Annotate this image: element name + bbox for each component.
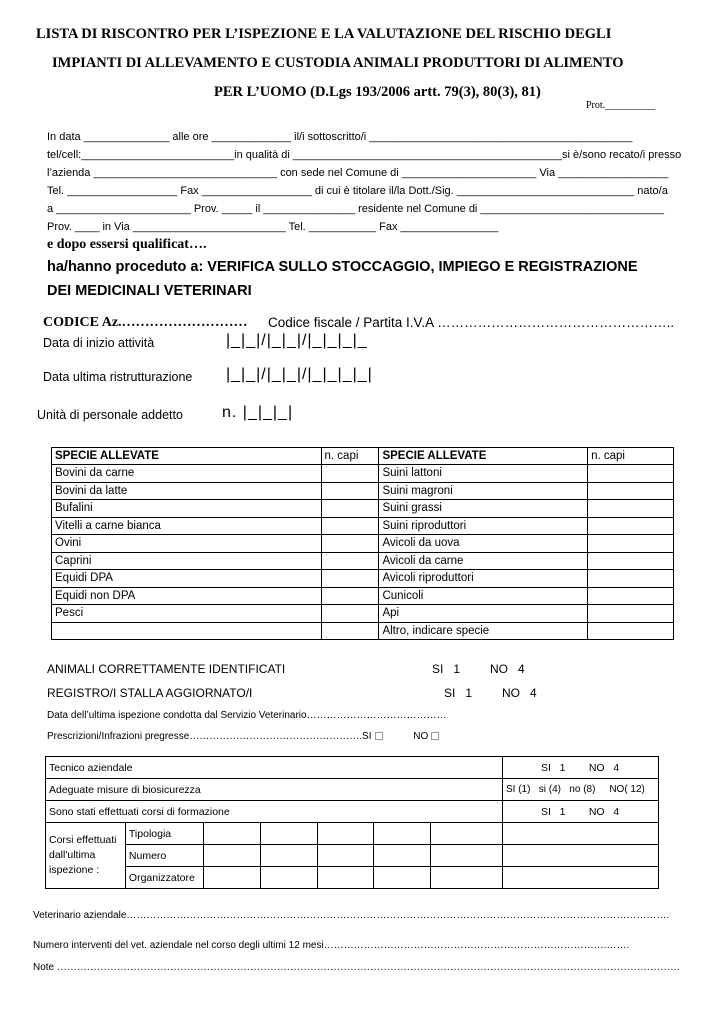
courses-label: Corsi effettuati dall'ultima ispezione : (46, 823, 126, 889)
species-name: Bovini da carne (52, 465, 322, 483)
count-cell[interactable] (321, 500, 379, 518)
tax-code-field[interactable]: Codice fiscale / Partita I.V.A …………………………………………….. (268, 315, 675, 330)
count-cell[interactable] (588, 482, 674, 500)
intro-line-owner[interactable]: Tel. __________________ Fax __________________ di cui è titolare il/la Dott./Sig. _____________________________ nato/a (47, 185, 668, 197)
species-name: Equidi non DPA (52, 587, 322, 605)
species-name: Avicoli riproduttori (379, 570, 588, 588)
count-cell[interactable] (321, 605, 379, 623)
count-cell[interactable] (321, 465, 379, 483)
training-options[interactable]: SI 1 NO 4 (502, 801, 658, 823)
document-title-line-3: PER L’UOMO (D.Lgs 193/2006 artt. 79(3), 80(3), 81) (214, 84, 541, 100)
procedure-heading-line-2: DEI MEDICINALI VETERINARI (47, 283, 252, 299)
course-cell[interactable] (317, 823, 374, 845)
table-row (52, 587, 674, 605)
table-row (46, 845, 659, 867)
procedure-heading-line-1: ha/hanno proceduto a: VERIFICA SULLO STOCCAGGIO, IMPIEGO E REGISTRAZIONE (47, 259, 638, 275)
note-field[interactable]: Note ……………………………………………………………………………………………………………………………………………………………………. (33, 962, 680, 973)
course-cell[interactable] (374, 845, 431, 867)
qualified-text: e dopo essersi qualificat…. (47, 237, 207, 252)
table-row (46, 801, 659, 823)
renovation-date-boxes[interactable]: |_|_|/|_|_|/|_|_|_|_| (226, 366, 373, 383)
table-row (52, 622, 674, 640)
count-cell[interactable] (588, 605, 674, 623)
document-title-line-1: LISTA DI RISCONTRO PER L’ISPEZIONE E LA VALUTAZIONE DEL RISCHIO DEGLI (36, 26, 612, 42)
course-cell[interactable] (260, 867, 317, 889)
course-cell[interactable] (203, 845, 260, 867)
course-cell[interactable] (317, 845, 374, 867)
course-organizer-label: Organizzatore (125, 867, 203, 889)
species-header: SPECIE ALLEVATE (379, 448, 588, 465)
count-cell[interactable] (588, 517, 674, 535)
course-cell[interactable] (502, 845, 658, 867)
intro-line-farm[interactable]: l’azienda ______________________________ con sede nel Comune di ______________________ Via __________________ (47, 167, 669, 179)
course-cell[interactable] (317, 867, 374, 889)
technical-table (45, 756, 659, 889)
species-name: Bufalini (52, 500, 322, 518)
no-checkbox[interactable] (431, 732, 439, 740)
course-cell[interactable] (431, 845, 503, 867)
count-cell[interactable] (588, 500, 674, 518)
count-cell[interactable] (588, 622, 674, 640)
course-type-label: Tipologia (125, 823, 203, 845)
intro-line-birth[interactable]: a ______________________ Prov. _____ il _______________ residente nel Comune di ______________________________ (47, 203, 664, 215)
species-name: Pesci (52, 605, 322, 623)
table-row (46, 757, 659, 779)
course-cell[interactable] (374, 823, 431, 845)
count-cell[interactable] (321, 482, 379, 500)
count-cell[interactable] (321, 517, 379, 535)
biosecurity-label: Adeguate misure di biosicurezza (46, 779, 503, 801)
yes-checkbox[interactable] (375, 732, 383, 740)
identified-label: ANIMALI CORRETTAMENTE IDENTIFICATI (47, 662, 286, 676)
vet-field[interactable]: Veterinario aziendale………………………………………………………………………………………………………………………………………………. (33, 910, 670, 921)
intro-line-phone[interactable]: tel/cell:_________________________in qualità di ____________________________________________si è/sono recato/i presso (47, 149, 682, 161)
course-cell[interactable] (431, 867, 503, 889)
species-name: Avicoli da uova (379, 535, 588, 553)
count-cell[interactable] (588, 552, 674, 570)
species-name: Suini grassi (379, 500, 588, 518)
table-row (52, 500, 674, 518)
count-cell[interactable] (588, 587, 674, 605)
count-header: n. capi (588, 448, 674, 465)
course-cell[interactable] (502, 823, 658, 845)
tech-advisor-options[interactable]: SI 1 NO 4 (502, 757, 658, 779)
species-table (51, 447, 674, 640)
species-name: Suini magroni (379, 482, 588, 500)
species-name[interactable] (52, 622, 322, 640)
species-name: Avicoli da carne (379, 552, 588, 570)
table-row (52, 517, 674, 535)
protocol-field[interactable]: Prot.__________ (586, 100, 656, 111)
species-name: Equidi DPA (52, 570, 322, 588)
intro-line-date[interactable]: In data ______________ alle ore _____________ il/i sottoscritto/i ___________________________________________ (47, 131, 633, 143)
register-options[interactable]: SI 1 NO 4 (444, 686, 537, 700)
course-cell[interactable] (260, 845, 317, 867)
count-cell[interactable] (588, 535, 674, 553)
species-name: Vitelli a carne bianca (52, 517, 322, 535)
biosecurity-options[interactable]: SI (1) si (4) no (8) NO( 12) (502, 779, 658, 801)
count-cell[interactable] (321, 535, 379, 553)
species-name: Caprini (52, 552, 322, 570)
count-header: n. capi (321, 448, 379, 465)
course-cell[interactable] (203, 867, 260, 889)
prescriptions-field (47, 731, 439, 742)
no-label: NO (413, 731, 429, 742)
species-name: Suini riproduttori (379, 517, 588, 535)
course-cell[interactable] (260, 823, 317, 845)
prescriptions-label: Prescrizioni/Infrazioni pregresse…………………………………………….SI (47, 731, 372, 742)
course-cell[interactable] (502, 867, 658, 889)
table-row (52, 570, 674, 588)
species-name: Api (379, 605, 588, 623)
table-row (46, 823, 659, 845)
company-code-field[interactable]: CODICE Az.……………………… (43, 315, 248, 330)
table-row (52, 465, 674, 483)
tech-advisor-label: Tecnico aziendale (46, 757, 503, 779)
renovation-date-label: Data ultima ristrutturazione (43, 370, 193, 384)
count-cell[interactable] (588, 465, 674, 483)
course-cell[interactable] (374, 867, 431, 889)
species-header-row (52, 448, 674, 465)
interventions-field[interactable]: Numero interventi del vet. aziendale nel corso degli ultimi 12 mesi………………………………………………………………………….……. (33, 940, 630, 951)
staff-count-boxes[interactable]: n. |_|_|_| (222, 404, 294, 421)
table-row (46, 867, 659, 889)
species-name: Suini lattoni (379, 465, 588, 483)
course-cell[interactable] (203, 823, 260, 845)
table-row (52, 552, 674, 570)
training-label: Sono stati effettuati corsi di formazione (46, 801, 503, 823)
course-cell[interactable] (431, 823, 503, 845)
table-row (52, 535, 674, 553)
species-name: Cunicoli (379, 587, 588, 605)
register-label: REGISTRO/I STALLA AGGIORNATO/I (47, 686, 253, 700)
species-name: Ovini (52, 535, 322, 553)
count-cell[interactable] (321, 587, 379, 605)
count-cell[interactable] (321, 552, 379, 570)
species-header: SPECIE ALLEVATE (52, 448, 322, 465)
table-row (52, 605, 674, 623)
start-date-boxes[interactable]: |_|_|/|_|_|/|_|_|_|_ (226, 332, 368, 349)
count-cell[interactable] (588, 570, 674, 588)
species-name: Altro, indicare specie (379, 622, 588, 640)
species-name: Bovini da latte (52, 482, 322, 500)
course-number-label: Numero (125, 845, 203, 867)
document-title-line-2: IMPIANTI DI ALLEVAMENTO E CUSTODIA ANIMALI PRODUTTORI DI ALIMENTO (52, 55, 624, 71)
last-inspection-field[interactable]: Data dell’ultima ispezione condotta dal Servizio Veterinario…………………………………… (47, 710, 447, 721)
table-row (52, 482, 674, 500)
count-cell[interactable] (321, 570, 379, 588)
staff-count-label: Unità di personale addetto (37, 408, 183, 422)
count-cell[interactable] (321, 622, 379, 640)
identified-options[interactable]: SI 1 NO 4 (432, 662, 525, 676)
start-date-label: Data di inizio attività (43, 336, 155, 350)
table-row (46, 779, 659, 801)
intro-line-address[interactable]: Prov. ____ in Via _________________________ Tel. ___________ Fax ________________ (47, 221, 499, 233)
